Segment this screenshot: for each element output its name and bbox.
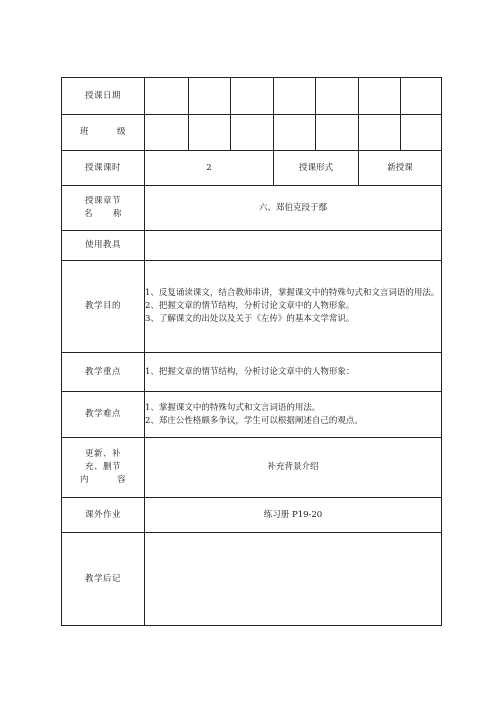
row-key <box>62 353 442 392</box>
list-item: 3、了解课文的出处以及关于《左传》的基本文学常识。 <box>145 313 355 324</box>
list-item: 1、掌握课文中的特殊句式和文言词语的用法。 <box>145 402 321 413</box>
hours-label: 授课课时 <box>62 151 145 186</box>
update-label-line: 充、删节 <box>84 462 121 473</box>
date-cell <box>274 78 316 115</box>
row-date <box>62 78 442 115</box>
homework-label: 课外作业 <box>62 498 145 533</box>
row-chapter <box>62 186 442 231</box>
date-cell <box>359 78 401 115</box>
class-cell <box>189 115 231 151</box>
key-label: 教学重点 <box>62 353 145 392</box>
row-homework <box>62 498 442 533</box>
tools-value <box>145 231 442 261</box>
chapter-label-line <box>62 208 144 221</box>
update-label-line <box>62 474 144 487</box>
row-difficult <box>62 392 442 438</box>
row-update <box>62 438 442 498</box>
date-cell <box>145 78 189 115</box>
chapter-label-part: 称 <box>113 209 123 219</box>
class-cell <box>274 115 316 151</box>
row-goals <box>62 261 442 353</box>
lesson-plan-table <box>61 77 442 626</box>
class-cell <box>145 115 189 151</box>
date-cell <box>401 78 442 115</box>
class-cell <box>359 115 401 151</box>
chapter-label-part: 名 <box>83 209 93 219</box>
key-list <box>145 353 442 392</box>
chapter-label <box>62 186 145 231</box>
class-cell <box>316 115 359 151</box>
class-label-part: 班 <box>79 127 89 138</box>
form-label: 授课形式 <box>274 151 359 186</box>
class-cell <box>401 115 442 151</box>
update-label <box>62 438 145 498</box>
goals-label: 教学目的 <box>62 261 145 353</box>
list-item: 1、把握文章的情节结构，分析讨论文章中的人物形象： <box>145 366 355 377</box>
update-value: 补充背景介绍 <box>145 438 442 498</box>
date-cell <box>189 78 231 115</box>
row-tools <box>62 231 442 261</box>
class-cell <box>231 115 274 151</box>
reflection-label: 教学后记 <box>62 533 145 626</box>
chapter-title: 六、郑伯克段于鄢 <box>145 186 442 231</box>
reflection-value <box>145 533 442 626</box>
tools-label: 使用教具 <box>62 231 145 261</box>
homework-value: 练习册 P19-20 <box>145 498 442 533</box>
list-item: 1、反复诵读课文，结合教师串讲，掌握课文中的特殊句式和文言词语的用法。 <box>145 288 440 299</box>
chapter-label-line: 授课章节 <box>84 196 121 207</box>
row-reflection <box>62 533 442 626</box>
hours-value: 2 <box>145 151 274 186</box>
row-class <box>62 115 442 151</box>
class-label <box>62 115 145 151</box>
date-cell <box>316 78 359 115</box>
goals-list <box>145 261 442 353</box>
difficult-list <box>145 392 442 438</box>
list-item: 2、郑庄公性格颇多争议，学生可以根据阐述自己的观点。 <box>145 415 363 426</box>
update-label-part: 内 <box>79 474 89 485</box>
update-label-part: 容 <box>117 474 127 485</box>
date-cell <box>231 78 274 115</box>
row-hours <box>62 151 442 186</box>
update-label-line: 更新、补 <box>84 449 121 460</box>
date-label: 授课日期 <box>62 78 145 115</box>
difficult-label: 教学难点 <box>62 392 145 438</box>
list-item: 2、把握文章的情节结构，分析讨论文章中的人物形象。 <box>145 301 355 312</box>
form-value: 新授课 <box>359 151 442 186</box>
class-label-part: 级 <box>117 127 127 138</box>
